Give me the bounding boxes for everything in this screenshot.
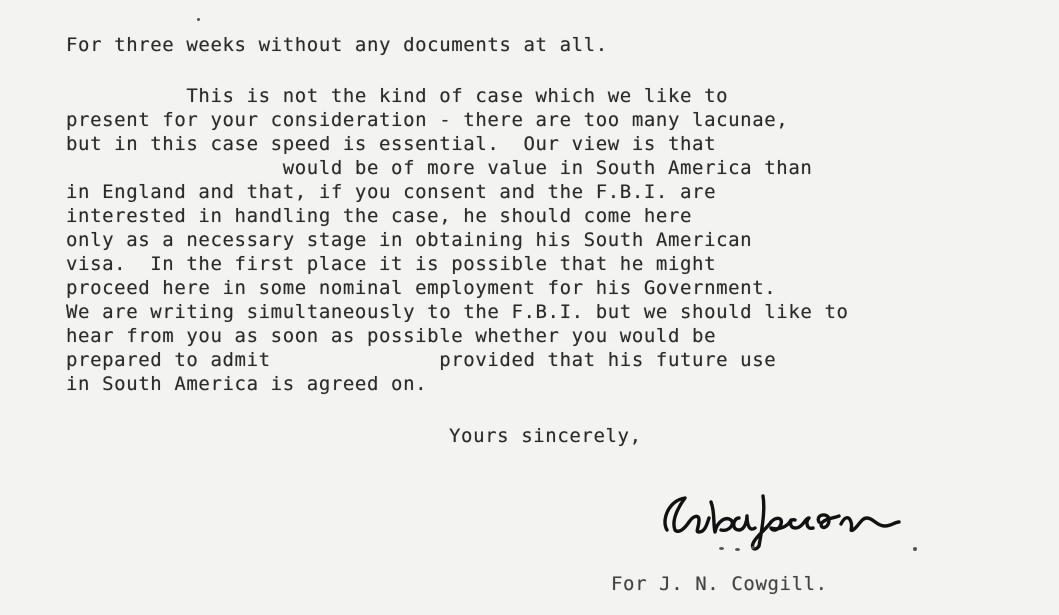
- ink-mark: [913, 547, 917, 551]
- letter-line: visa. In the first place it is possible that he might: [66, 253, 717, 275]
- letter-line: would be of more value in South America than: [66, 157, 813, 179]
- letter-line: prepared to admit provided that his future use: [66, 349, 777, 371]
- letter-line: only as a necessary stage in obtaining his South American: [66, 229, 753, 251]
- ink-mark: [751, 546, 755, 549]
- letter-line: interested in handling the case, he should come here: [66, 205, 693, 227]
- letter-closing: Yours sincerely,: [449, 425, 642, 447]
- ink-mark: [735, 548, 740, 551]
- letter-line: in South America is agreed on.: [66, 373, 428, 395]
- letter-line: but in this case speed is essential. Our view is that: [66, 133, 717, 155]
- ink-mark: [197, 18, 200, 21]
- handwritten-signature: [655, 488, 915, 558]
- letter-line: This is not the kind of case which we like to: [66, 85, 729, 107]
- letter-line: hear from you as soon as possible whether you would be: [66, 325, 717, 347]
- letter-line: We are writing simultaneously to the F.B.I. but we should like to: [66, 301, 849, 323]
- letter-sender: For J. N. Cowgill.: [611, 573, 828, 595]
- ink-mark: [719, 547, 724, 550]
- letter-line: proceed here in some nominal employment for his Government.: [66, 277, 777, 299]
- letter-line: For three weeks without any documents at all.: [66, 34, 608, 56]
- letter-line: in England and that, if you consent and the F.B.I. are: [66, 181, 717, 203]
- letter-line: present for your consideration - there are too many lacunae,: [66, 109, 789, 131]
